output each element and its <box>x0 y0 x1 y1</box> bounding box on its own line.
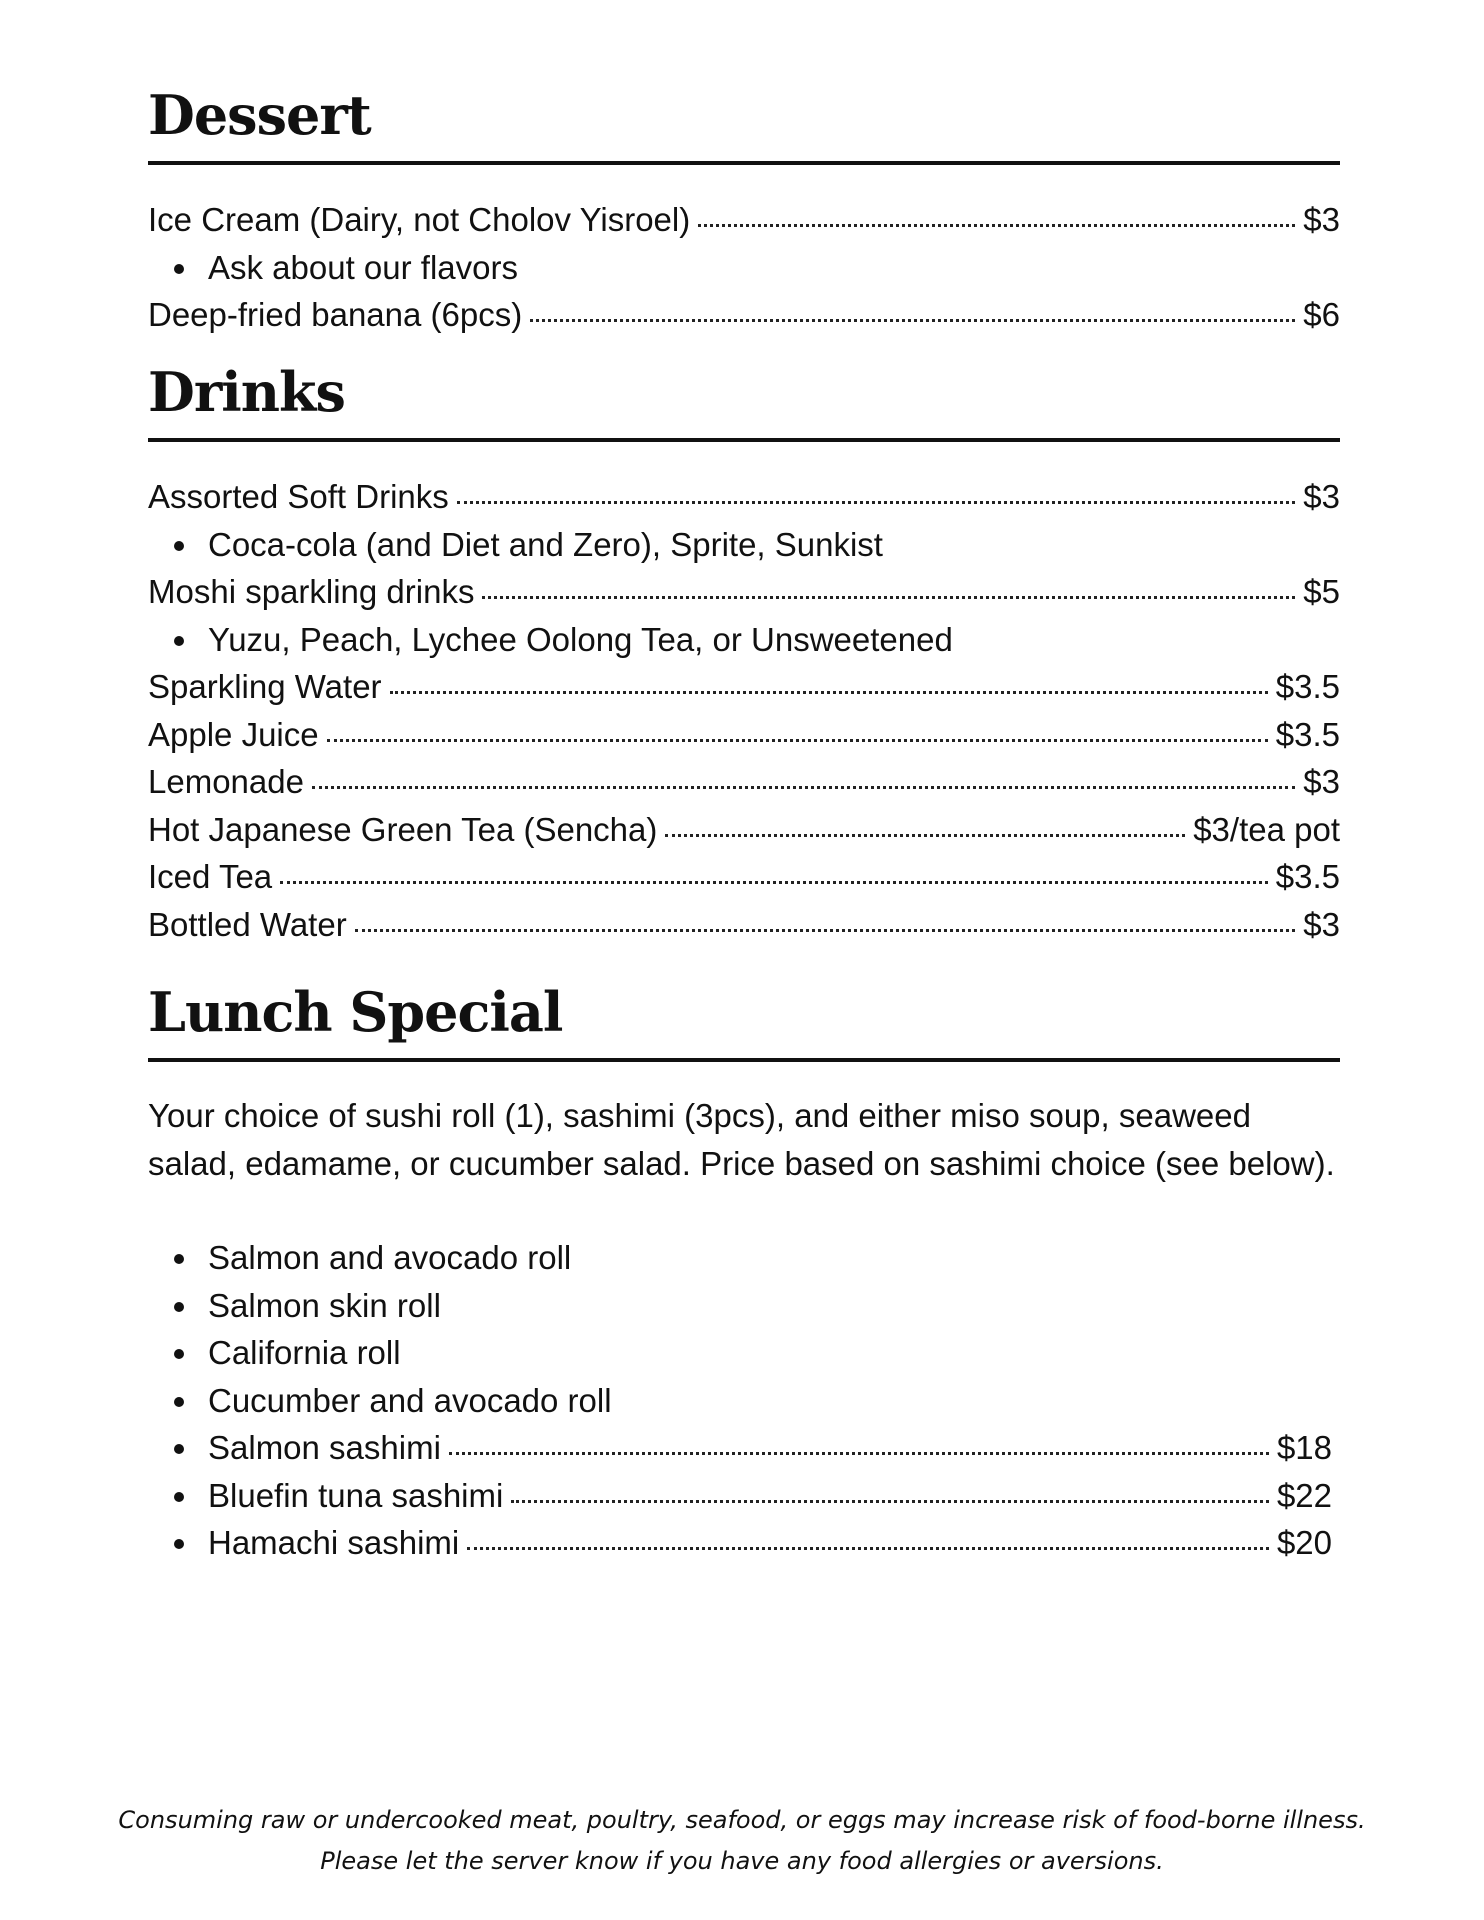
item-price: $5 <box>1303 573 1340 610</box>
item-name: Iced Tea <box>148 858 273 895</box>
menu-item <box>148 758 1340 806</box>
dot-leader <box>457 501 1296 504</box>
dot-leader <box>482 596 1295 599</box>
item-name: Salmon sashimi <box>208 1429 441 1466</box>
list-item <box>148 1424 1332 1472</box>
item-price: $3 <box>1303 763 1340 800</box>
item-price: $18 <box>1276 1429 1332 1466</box>
menu-item <box>148 291 1340 339</box>
disclaimer-line-1: Consuming raw or undercooked meat, poultry, seafood, or eggs may increase risk of food-borne illness. <box>118 1806 1366 1834</box>
menu-item <box>148 853 1340 901</box>
item-name: Hot Japanese Green Tea (Sencha) <box>148 810 658 848</box>
allergy-disclaimer <box>0 1800 1484 1882</box>
menu-item <box>148 806 1340 854</box>
item-name: Bottled Water <box>148 905 347 943</box>
item-note: Yuzu, Peach, Lychee Oolong Tea, or Unsweetened <box>148 616 1340 664</box>
item-price: $6 <box>1303 296 1340 333</box>
lunch-list <box>148 1234 1332 1567</box>
dessert-list <box>148 196 1340 339</box>
item-price: $3.5 <box>1275 668 1340 705</box>
item-note: Coca-cola (and Diet and Zero), Sprite, Sunkist <box>148 521 1340 569</box>
menu-item <box>148 568 1340 616</box>
item-name: Ice Cream (Dairy, not Cholov Yisroel) <box>148 201 691 238</box>
item-price: $3.5 <box>1275 858 1340 895</box>
item-price: $20 <box>1276 1524 1332 1561</box>
divider <box>148 161 1340 165</box>
divider <box>148 1058 1340 1062</box>
dot-leader <box>327 739 1268 742</box>
dot-leader <box>390 691 1268 694</box>
section-title-dessert: Dessert <box>148 83 371 147</box>
item-price: $3 <box>1303 905 1340 943</box>
item-price: $3 <box>1303 201 1340 238</box>
dot-leader <box>511 1500 1269 1503</box>
item-name: Sparkling Water <box>148 668 382 705</box>
item-note: Ask about our flavors <box>148 244 1340 292</box>
item-name: Lemonade <box>148 763 304 800</box>
divider <box>148 438 1340 442</box>
item-name: Apple Juice <box>148 715 319 753</box>
dot-leader <box>449 1452 1269 1455</box>
section-title-lunch-special: Lunch Special <box>148 980 563 1044</box>
list-item: Salmon and avocado roll <box>148 1234 1332 1282</box>
item-name: Deep-fried banana (6pcs) <box>148 296 523 333</box>
menu-item <box>148 196 1340 244</box>
menu-item <box>148 711 1340 759</box>
item-name: Assorted Soft Drinks <box>148 478 449 515</box>
dot-leader <box>312 786 1295 789</box>
section-title-drinks: Drinks <box>148 360 345 424</box>
list-item <box>148 1472 1332 1520</box>
dot-leader <box>467 1547 1269 1550</box>
menu-item <box>148 901 1340 949</box>
lunch-description: Your choice of sushi roll (1), sashimi (3pcs), and either miso soup, seaweed salad, edamame, or cucumber salad. Price based on sashimi choice (see below). <box>148 1097 1335 1182</box>
item-price: $3/tea pot <box>1193 810 1340 848</box>
menu-item <box>148 473 1340 521</box>
item-name: Moshi sparkling drinks <box>148 573 475 610</box>
list-item <box>148 1519 1332 1567</box>
menu-item <box>148 663 1340 711</box>
list-item: Cucumber and avocado roll <box>148 1377 1332 1425</box>
item-price: $3 <box>1303 478 1340 515</box>
item-name: Hamachi sashimi <box>208 1524 460 1561</box>
list-item: Salmon skin roll <box>148 1282 1332 1330</box>
drinks-list <box>148 473 1340 948</box>
dot-leader <box>665 834 1185 837</box>
dot-leader <box>698 224 1295 227</box>
item-name: Bluefin tuna sashimi <box>208 1476 504 1514</box>
item-price: $22 <box>1276 1476 1332 1514</box>
list-item: California roll <box>148 1329 1332 1377</box>
dot-leader <box>355 929 1296 932</box>
dot-leader <box>530 319 1295 322</box>
item-price: $3.5 <box>1275 715 1340 753</box>
dot-leader <box>280 881 1268 884</box>
disclaimer-line-2: Please let the server know if you have any food allergies or aversions. <box>320 1847 1164 1875</box>
